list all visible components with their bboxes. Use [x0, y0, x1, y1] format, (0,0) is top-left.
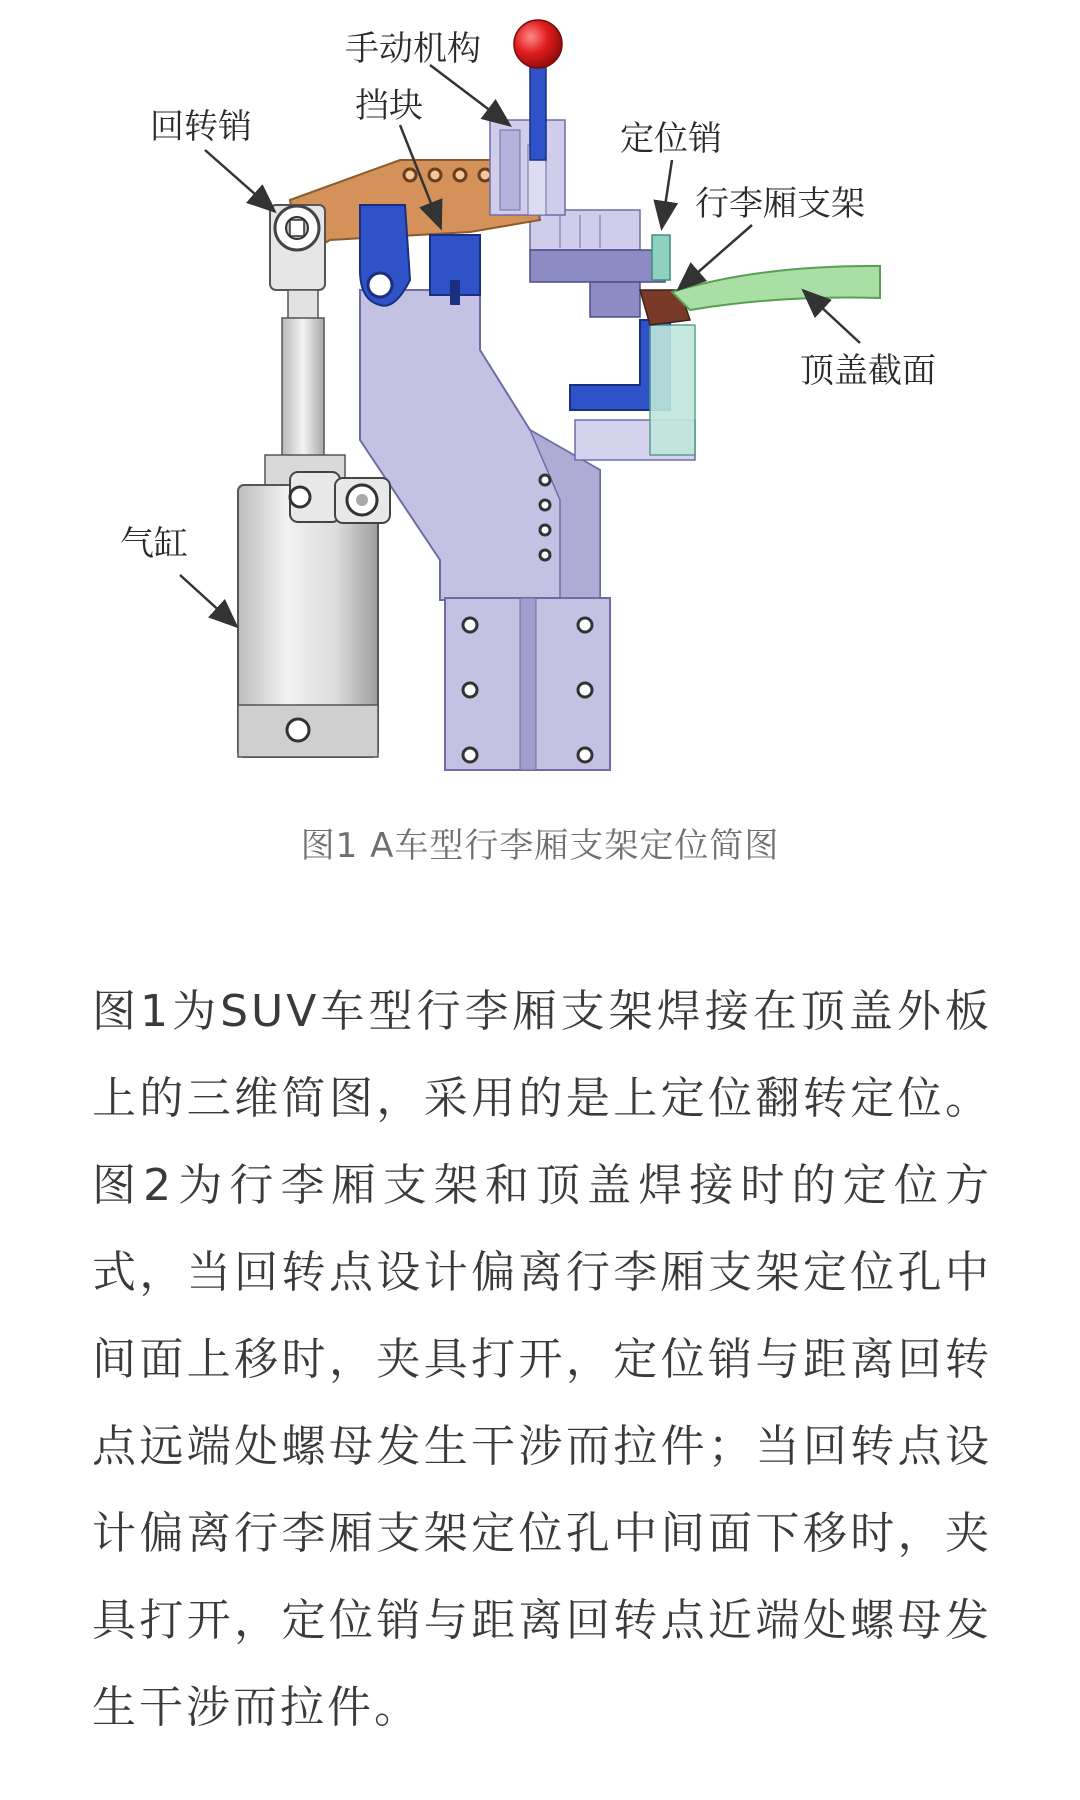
handle-rod [530, 60, 546, 160]
label-rotary-pin: 回转销 [150, 107, 252, 147]
label-locating-pin: 定位销 [620, 119, 722, 159]
roof-section-shape [672, 266, 880, 310]
label-cylinder: 气缸 [120, 524, 188, 564]
label-stop-block: 挡块 [355, 86, 423, 126]
label-manual-mechanism: 手动机构 [345, 29, 481, 69]
figure-caption: 图1 A车型行李厢支架定位简图 [300, 826, 780, 866]
fixture-drawing [0, 0, 1080, 790]
rotary-pin-joint [270, 205, 325, 290]
red-knob [514, 20, 562, 68]
locating-pin-body [652, 235, 670, 280]
piston-rod [282, 318, 324, 458]
body-paragraph: 图1为SUV车型行李厢支架焊接在顶盖外板上的三维简图，采用的是上定位翻转定位。图2为行李厢支架和顶盖焊接时的定位方式，当回转点设计偏离行李厢支架定位孔中间面上移时，夹具打开，定位销与距离回转点远端处螺母发生干涉而拉件；当回转点设计偏离行李厢支架定位孔中间面下移时，夹具打开，定位销与距离回转点近端处螺母发生干涉而拉件。 [92, 986, 992, 1733]
fixture-diagram [0, 0, 1080, 790]
locating-assembly [530, 210, 695, 455]
label-roof-section: 顶盖截面 [800, 351, 936, 391]
label-luggage-rack-bracket: 行李厢支架 [695, 184, 865, 224]
